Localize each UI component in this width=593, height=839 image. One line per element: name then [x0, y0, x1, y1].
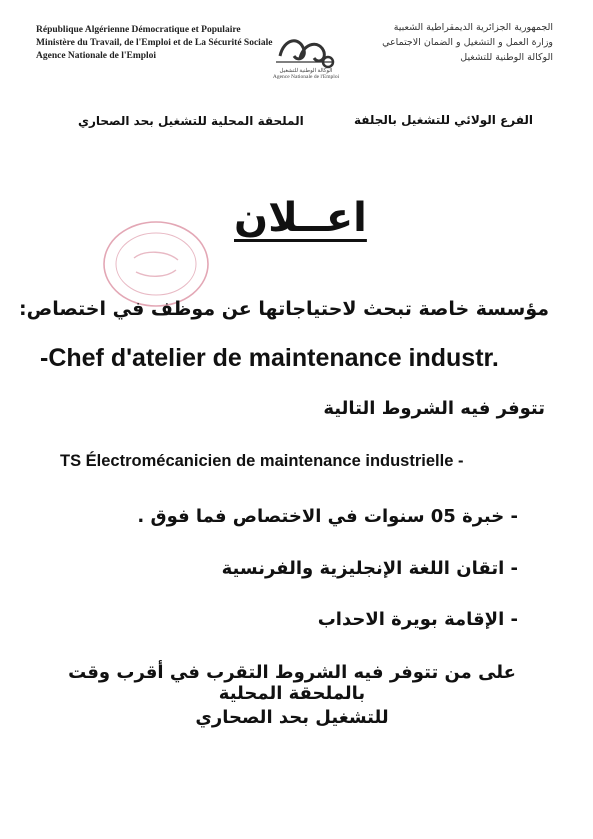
- requirement-experience: - خبرة 05 سنوات في الاختصاص فما فوق .: [137, 506, 518, 527]
- logo-caption-fr: Agence Nationale de l'Emploi: [272, 74, 340, 80]
- header-ar-line-1: الجمهورية الجزائرية الديمقراطية الشعبية: [393, 22, 553, 33]
- page-title: اعــلان: [234, 195, 367, 241]
- closing-line-1: على من تتوفر فيه الشروط التقرب في أقرب وقت بالملحقة المحلية: [68, 662, 516, 704]
- header-ar-line-2: وزارة العمل و التشغيل و الضمان الاجتماعي: [382, 37, 553, 48]
- local-branch-label: الملحقة المحلية للتشغيل بحد الصحاري: [78, 114, 304, 128]
- header-fr-line-3: Agence Nationale de l'Emploi: [36, 51, 157, 61]
- conditions-heading: تتوفر فيه الشروط التالية: [323, 398, 545, 419]
- header-fr-line-2: Ministère du Travail, de l'Emploi et de La Sécurité Sociale: [36, 38, 273, 48]
- job-title: -Chef d'atelier de maintenance industr.: [40, 344, 499, 372]
- requirement-diploma: TS Électromécanicien de maintenance industrielle -: [60, 452, 464, 470]
- provincial-branch-label: الفرع الولائي للتشغيل بالجلفة: [353, 113, 533, 127]
- header-french: [36, 24, 272, 63]
- logo-caption-ar: الوكالة الوطنية للتشغيل: [279, 68, 333, 74]
- header-fr-line-1: République Algérienne Démocratique et Populaire: [36, 25, 241, 35]
- header-ar-line-3: الوكالة الوطنية للتشغيل: [460, 52, 553, 63]
- requirement-languages: - اتقان اللغة الإنجليزية والفرنسية: [221, 558, 518, 579]
- intro-text: مؤسسة خاصة تبحث لاحتياجاتها عن موظف في اختصاص:: [19, 298, 549, 320]
- requirement-residence: - الإقامة بويرة الاحداب: [317, 609, 518, 630]
- logo-caption: [262, 68, 350, 80]
- header-arabic: [382, 20, 553, 65]
- closing-line-2: للتشغيل بحد الصحاري: [195, 707, 389, 728]
